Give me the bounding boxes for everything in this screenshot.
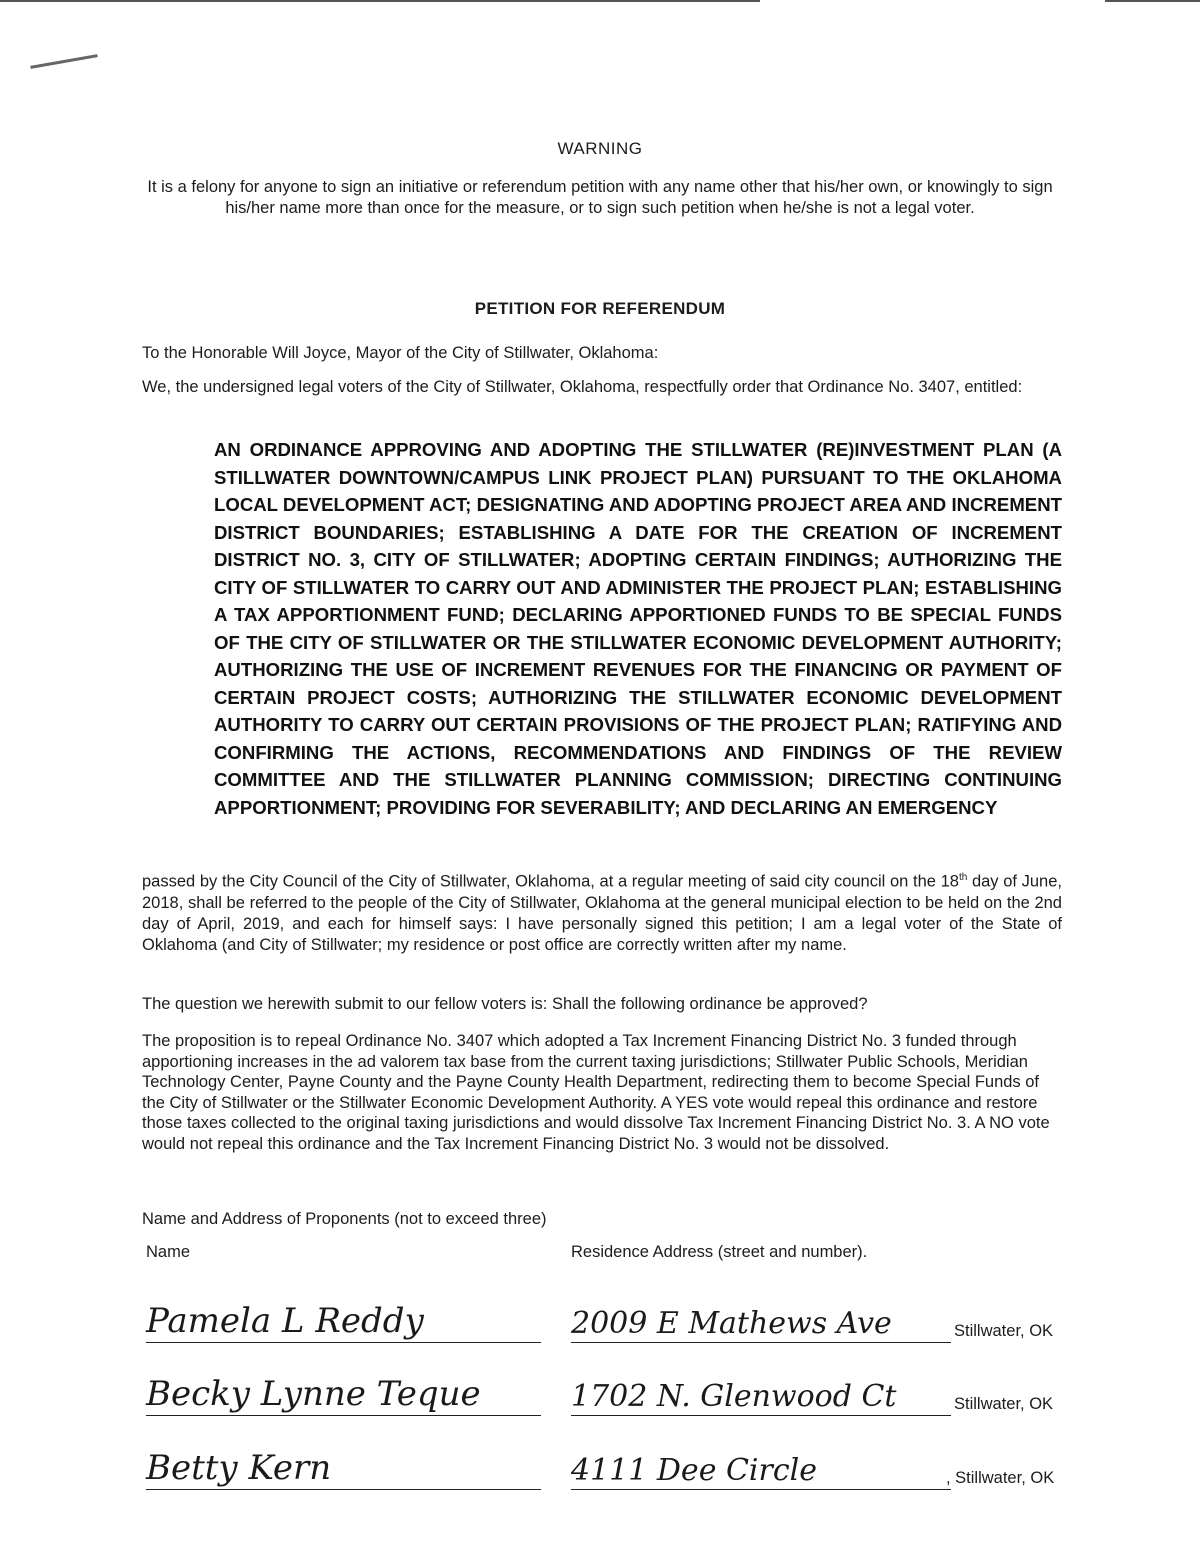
scan-edge-line — [0, 0, 760, 2]
intro-paragraph: We, the undersigned legal voters of the City of Stillwater, Oklahoma, respectfully order that Ordinance No. 3407, entitled: — [142, 378, 1023, 396]
signature: Betty Kern — [146, 1448, 332, 1488]
address-line — [571, 1415, 951, 1417]
signature-line — [146, 1342, 541, 1344]
handwritten-address: 4111 Dee Circle — [571, 1453, 818, 1488]
signature: Becky Lynne Teque — [146, 1374, 481, 1414]
passed-text-cont: day of June, 2018, shall be referred to the people of the City of Stillwater, Oklahoma at the general municipal election to be held on the 2nd day of April, 2019, and each for himself says: I have personally signed this petition; I am a legal voter of the State of Oklahoma (and City of Stillwater; my residence or post office are correctly written after my name. — [142, 872, 1062, 954]
scan-edge-line — [1105, 0, 1200, 2]
petition-title: PETITION FOR REFERENDUM — [474, 299, 726, 318]
passed-paragraph — [142, 867, 1062, 956]
proposition-paragraph: The proposition is to repeal Ordinance No. 3407 which adopted a Tax Increment Financing District No. 3 funded through apportioning increases in the ad valorem tax base from the current taxing jurisdictions; Stillwater Public Schools, Meridian Technology Center, Payne County and the Payne County Health Department, redirecting them to become Special Funds of the City of Stillwater or the Stillwater Economic Development Authority. A YES vote would repeal this ordinance and restore those taxes collected to the original taxing jurisdictions and would dissolve Tax Increment Financing District No. 3. A NO vote would not repeal this ordinance and the Tax Increment Financing District No. 3 would not be dissolved. — [142, 1032, 1050, 1153]
signature-line — [146, 1415, 541, 1417]
proponent-row — [0, 1430, 1200, 1490]
warning-title: WARNING — [557, 139, 643, 158]
city-state: , Stillwater, OK — [946, 1469, 1055, 1487]
signature: Pamela L Reddy — [146, 1301, 424, 1341]
handwritten-address: 1702 N. Glenwood Ct — [571, 1379, 897, 1414]
address-column-header: Residence Address (street and number). — [571, 1243, 868, 1261]
city-state: Stillwater, OK — [954, 1322, 1054, 1340]
address-line — [571, 1489, 951, 1491]
proponent-row — [0, 1356, 1200, 1416]
ordinal-suffix: th — [958, 872, 968, 883]
proponent-row — [0, 1283, 1200, 1343]
stray-pen-mark — [30, 54, 97, 69]
question-paragraph: The question we herewith submit to our fellow voters is: Shall the following ordinance be approved? — [142, 995, 868, 1013]
name-column-header: Name — [146, 1243, 191, 1261]
address-line — [571, 1342, 951, 1344]
city-state: Stillwater, OK — [954, 1395, 1054, 1413]
proponents-label: Name and Address of Proponents (not to exceed three) — [142, 1210, 547, 1228]
signature-line — [146, 1489, 541, 1491]
passed-text: passed by the City Council of the City of Stillwater, Oklahoma, at a regular meeting of said city council on the 18 — [142, 872, 959, 891]
handwritten-address: 2009 E Mathews Ave — [571, 1306, 892, 1341]
warning-text: It is a felony for anyone to sign an initiative or referendum petition with any name other that his/her own, or knowingly to sign his/her name more than once for the measure, or to sign such petition when he/she is not a legal voter. — [147, 178, 1053, 217]
ordinance-title: AN ORDINANCE APPROVING AND ADOPTING THE STILLWATER (RE)INVESTMENT PLAN (A STILLWATER DOWNTOWN/CAMPUS LINK PROJECT PLAN) PURSUANT TO THE OKLAHOMA LOCAL DEVELOPMENT ACT; DESIGNATING AND ADOPTING PROJECT AREA AND INCREMENT DISTRICT BOUNDARIES; ESTABLISHING A DATE FOR THE CREATION OF INCREMENT DISTRICT NO. 3, CITY OF STILLWATER; ADOPTING CERTAIN FINDINGS; AUTHORIZING THE CITY OF STILLWATER TO CARRY OUT AND ADMINISTER THE PROJECT PLAN; ESTABLISHING A TAX APPORTIONMENT FUND; DECLARING APPORTIONED FUNDS TO BE SPECIAL FUNDS OF THE CITY OF STILLWATER OR THE STILLWATER ECONOMIC DEVELOPMENT AUTHORITY; AUTHORIZING THE USE OF INCREMENT REVENUES FOR THE FINANCING OR PAYMENT OF CERTAIN PROJECT COSTS; AUTHORIZING THE STILLWATER ECONOMIC DEVELOPMENT AUTHORITY TO CARRY OUT CERTAIN PROVISIONS OF THE PROJECT PLAN; RATIFYING AND CONFIRMING THE ACTIONS, RECOMMENDATIONS AND FINDINGS OF THE REVIEW COMMITTEE AND THE STILLWATER PLANNING COMMISSION; DIRECTING CONTINUING APPORTIONMENT; PROVIDING FOR SEVERABILITY; AND DECLARING AN EMERGENCY — [214, 439, 1062, 818]
salutation: To the Honorable Will Joyce, Mayor of the City of Stillwater, Oklahoma: — [142, 344, 659, 362]
